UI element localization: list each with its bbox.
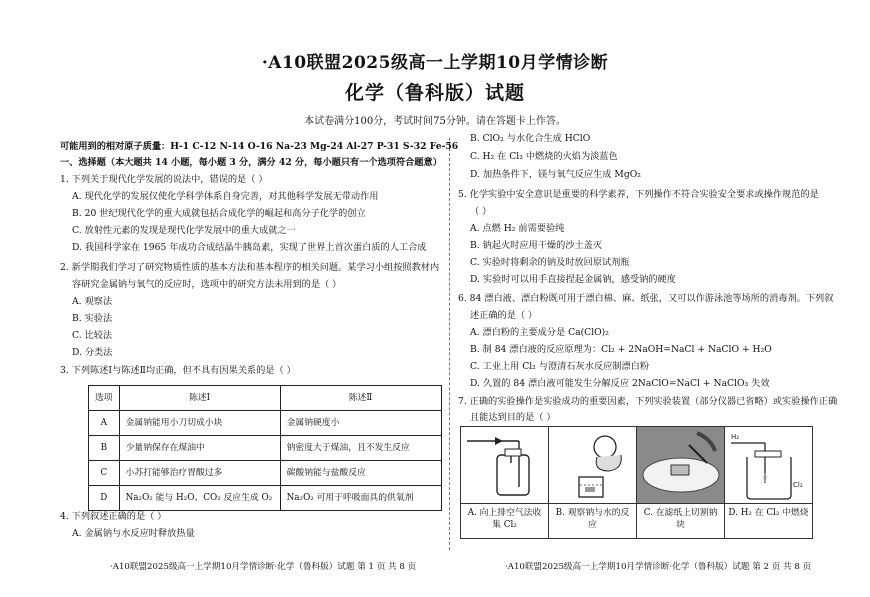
table-cell: 钠密度大于煤油，且不发生反应 [280,436,441,461]
apparatus-d [725,427,813,539]
table-row [89,436,442,461]
h2-label: H₂ [731,433,740,441]
table-cell: Na₂O₂ 能与 H₂O、CO₂ 反应生成 O₂ [119,486,280,511]
filter-paper-cutting-icon [637,427,724,503]
q6-option-b: B. 制 84 漂白液的反应原理为：Cl₂ + 2NaOH=NaCl + NaClO + H₂O [470,344,772,355]
q4-stem: 4. 下列叙述正确的是（ ） [60,511,167,522]
exam-series-title: ·A10联盟2025级高一上学期10月学情诊断 [261,53,609,73]
q5-option-a: A. 点燃 H₂ 前需要验纯 [470,223,565,234]
q2-option-d: D. 分类法 [72,347,113,358]
q5-option-c: C. 实验时将剩余的钠及时放回原试剂瓶 [470,257,630,268]
q7-stem-line1: 7. 正确的实验操作是实验成功的重要因素，下列实验装置（部分仪器已省略）或实验操作正确 [458,396,838,407]
page-footer-2: ·A10联盟2025级高一上学期10月学情诊断·化学（鲁科版）试题 第 2 页 共 8 页 [505,562,812,572]
apparatus-d-caption: D. H₂ 在 Cl₂ 中燃烧 [725,503,812,538]
hydrogen-burning-icon [725,427,812,503]
q4-option-a: A. 金属钠与水反应时释放热量 [72,528,195,539]
table-row [89,461,442,486]
table-cell: 金属钠硬度小 [280,411,441,436]
q1-option-a: A. 现代化学的发展仅使化学科学体系自身完善，对其他科学发展无带动作用 [72,191,379,202]
apparatus-a [461,427,549,539]
q6-option-d: D. 久置的 84 漂白液可能发生分解反应 2NaClO=NaCl + NaClO₃ 失效 [470,378,770,389]
table-header-cell: 选项 [89,386,120,411]
cl2-label: Cl₂ [793,481,803,489]
q6-option-c: C. 工业上用 Cl₂ 与澄清石灰水反应制漂白粉 [470,361,650,372]
q2-stem-line2: 容研究金属钠与氧气的反应时，选项中的研究方法未用到的是（ ） [72,279,342,290]
q1-option-d: D. 我国科学家在 1965 年成功合成结晶牛胰岛素，实现了世界上首次蛋白质的人工合成 [72,242,427,253]
apparatus-c-caption: C. 在滤纸上切割钠块 [637,503,724,538]
table-cell: D [89,486,120,511]
q4-option-c: C. H₂ 在 Cl₂ 中燃烧的火焰为淡蓝色 [470,151,618,162]
apparatus-b [549,427,637,539]
page-footer-1: ·A10联盟2025级高一上学期10月学情诊断·化学（鲁科版）试题 第 1 页 共 8 页 [110,562,417,572]
q3-stem: 3. 下列陈述Ⅰ与陈述Ⅱ均正确，但不具有因果关系的是（ ） [60,365,296,376]
table-header-row [89,386,442,411]
table-header-cell: 陈述Ⅱ [280,386,441,411]
q7-apparatus-table [460,426,813,539]
table-row [89,411,442,436]
apparatus-c [637,427,725,539]
q5-option-b: B. 钠起火时应用干燥的沙土盖灭 [470,240,603,251]
q4-option-d: D. 加热条件下，镁与氧气反应生成 MgO₂ [470,169,641,180]
table-cell: 小苏打能够治疗胃酸过多 [119,461,280,486]
q5-stem-line2: （ ） [470,206,492,217]
apparatus-a-caption: A. 向上排空气法收集 Cl₂ [461,503,548,538]
observer-beaker-icon [549,427,636,503]
q6-stem-line2: 述正确的是（ ） [470,310,538,321]
exam-note: 本试卷满分100分，考试时间75分钟。请在答题卡上作答。 [304,116,566,127]
table-cell: B [89,436,120,461]
table-cell: 金属钠能用小刀切成小块 [119,411,280,436]
q7-stem-line2: 且能达到目的是（ ） [470,412,556,423]
q3-table [88,385,442,511]
apparatus-b-caption: B. 观察钠与水的反应 [549,503,636,538]
section-heading: 一、选择题（本大题共 14 小题，每小题 3 分，满分 42 分，每小题只有一个选项符合题意） [60,157,442,168]
table-cell: 碳酸钠能与盐酸反应 [280,461,441,486]
table-cell: C [89,461,120,486]
exam-subject-title: 化学（鲁科版）试题 [344,82,525,104]
q1-option-b: B. 20 世纪现代化学的重大成就包括合成化学的崛起和高分子化学的创立 [72,208,366,219]
q4-option-b: B. ClO₂ 与水化合生成 HClO [470,133,591,144]
table-header-cell: 陈述Ⅰ [119,386,280,411]
table-cell: Na₂O₂ 可用于呼吸面具的供氧剂 [280,486,441,511]
table-row [89,486,442,511]
q1-option-c: C. 放射性元素的发现是现代化学发展中的重大成就之一 [72,225,296,236]
column-divider [449,138,450,550]
table-cell: A [89,411,120,436]
q2-stem-line1: 2. 新学期我们学习了研究物质性质的基本方法和基本程序的相关问题。某学习小组按照教材内 [60,262,440,273]
q5-option-d: D. 实验时可以用手直接捏起金属钠，感受钠的硬度 [470,274,676,285]
q6-stem-line1: 6. 84 漂白液、漂白粉既可用于漂白棉、麻、纸张，又可以作游泳池等场所的消毒剂。下列叙 [458,293,834,304]
q2-option-c: C. 比较法 [72,330,113,341]
q6-option-a: A. 漂白粉的主要成分是 Ca(ClO)₂ [470,327,609,338]
q1-stem: 1. 下列关于现代化学发展的说法中，错误的是（ ） [60,174,268,185]
q5-stem-line1: 5. 化学实验中安全意识是重要的科学素养，下列操作不符合实验安全要求或操作规范的是 [458,189,819,200]
atomic-mass-line: 可能用到的相对原子质量：H-1 C-12 N-14 O-16 Na-23 Mg-24 Al-27 P-31 S-32 Fe-56 [60,141,459,152]
table-cell: 少量钠保存在煤油中 [119,436,280,461]
q2-option-a: A. 观察法 [72,296,113,307]
gas-bottle-icon [461,427,548,503]
q2-option-b: B. 实验法 [72,313,113,324]
